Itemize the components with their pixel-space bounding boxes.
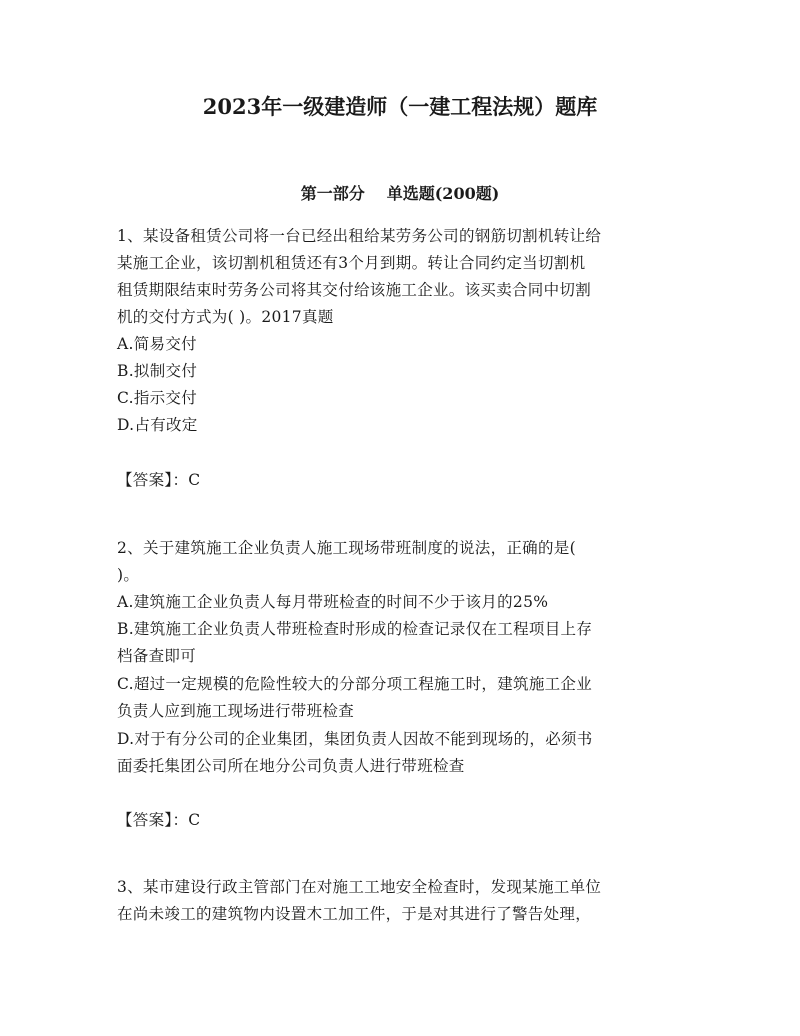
question-2-option-c: C.超过一定规模的危险性较大的分部分项工程施工时，建筑施工企业	[117, 675, 593, 693]
question-1-answer: 【答案】：C	[117, 471, 201, 489]
question-2-stem-line: )。	[117, 566, 140, 584]
question-1-stem-line: 机的交付方式为( )。2017真题	[117, 308, 334, 326]
question-3-stem-line: 在尚未竣工的建筑物内设置木工加工件，于是对其进行了警告处理，	[117, 905, 592, 923]
question-1-stem-line: 1、某设备租赁公司将一台已经出租给某劳务公司的钢筋切割机转让给	[117, 227, 602, 245]
question-1-option-a: A.简易交付	[117, 335, 197, 353]
question-2-option-b: B.建筑施工企业负责人带班检查时形成的检查记录仅在工程项目上存	[117, 620, 593, 638]
question-2-option-d: D.对于有分公司的企业集团，集团负责人因故不能到现场的，必须书	[117, 730, 593, 748]
section-part: 第一部分	[300, 184, 365, 203]
section-heading	[0, 182, 800, 206]
question-1-stem-line: 租赁期限结束时劳务公司将其交付给该施工企业。该买卖合同中切割	[117, 281, 592, 299]
question-2-stem-line: 2、关于建筑施工企业负责人施工现场带班制度的说法，正确的是(	[117, 539, 576, 557]
question-2-option-c-cont: 负责人应到施工现场进行带班检查	[117, 702, 355, 720]
question-1-stem-line: 某施工企业，该切割机租赁还有3个月到期。转让合同约定当切割机	[117, 254, 586, 272]
document-title: 2023年一级建造师（一建工程法规）题库	[202, 94, 598, 119]
question-2-option-b-cont: 档备查即可	[117, 647, 197, 665]
question-1-option-b: B.拟制交付	[117, 362, 198, 380]
section-name: 单选题(200题)	[386, 184, 500, 203]
question-2-option-d-cont: 面委托集团公司所在地分公司负责人进行带班检查	[117, 757, 465, 775]
question-3-stem-line: 3、某市建设行政主管部门在对施工工地安全检查时，发现某施工单位	[117, 878, 602, 896]
question-2-answer: 【答案】：C	[117, 811, 201, 829]
question-1-option-c: C.指示交付	[117, 389, 198, 407]
question-2-option-a: A.建筑施工企业负责人每月带班检查的时间不少于该月的25%	[117, 593, 549, 611]
question-1-option-d: D.占有改定	[117, 416, 198, 434]
